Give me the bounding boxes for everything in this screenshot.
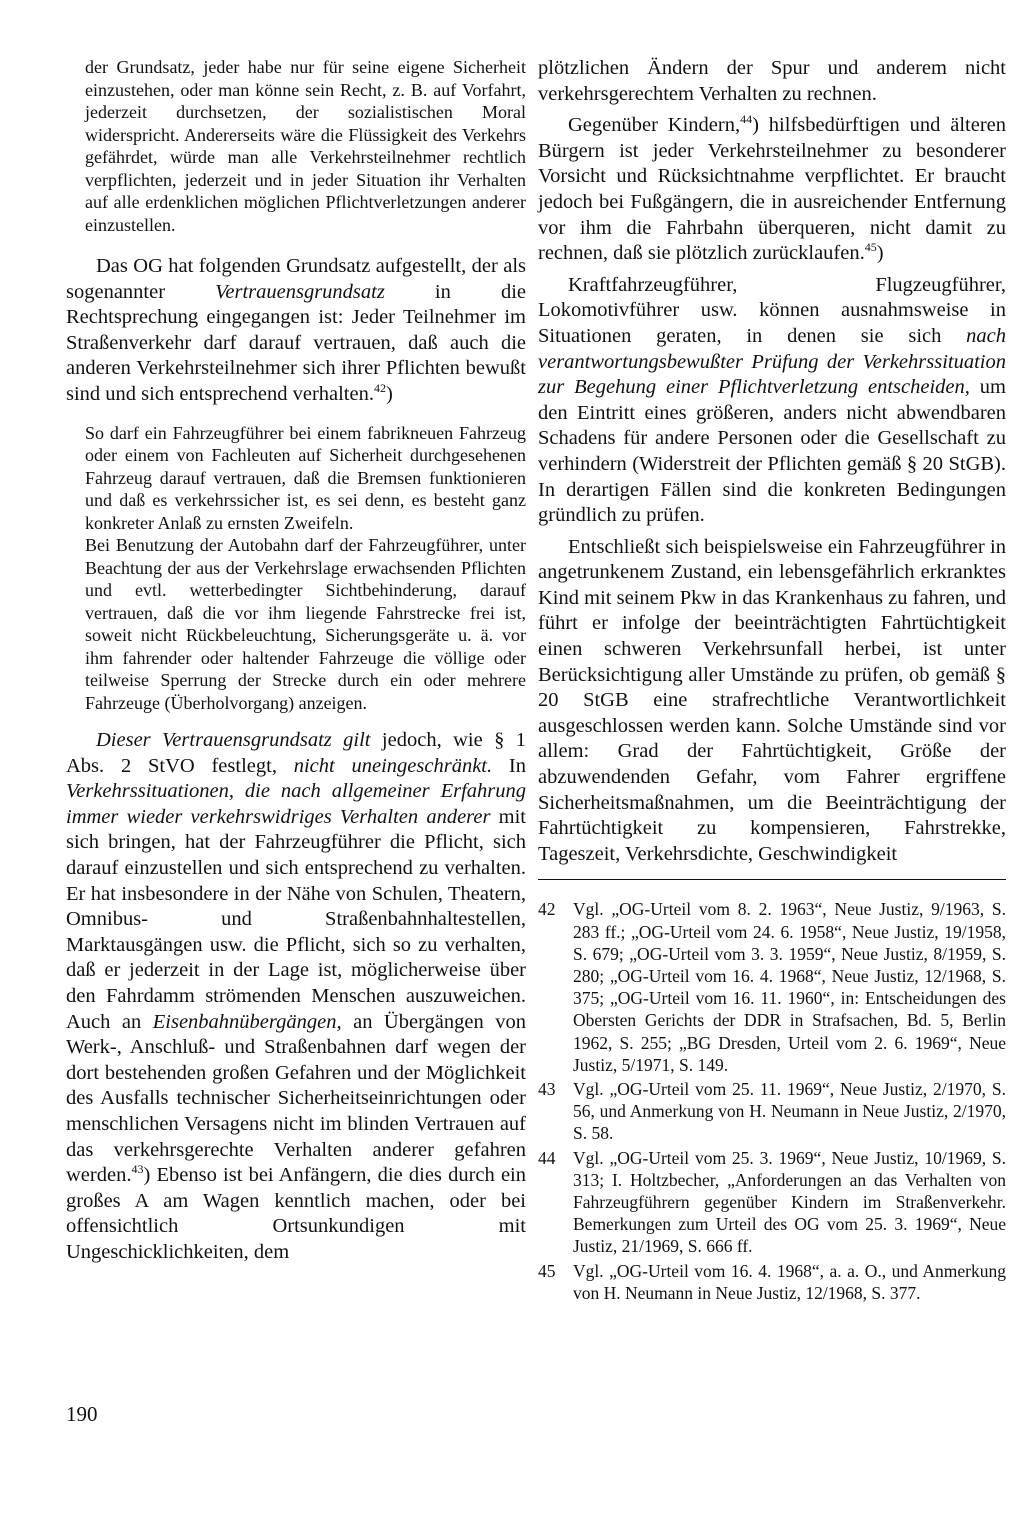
page-number: 190 <box>66 1402 98 1426</box>
paragraph-conflict-of-duties <box>538 273 1006 529</box>
left-column <box>66 56 526 1266</box>
paragraph-moral-principle: der Grundsatz, jeder habe nur für seine eigene Sicherheit einzustehen, oder man könne sein Recht, z. B. auf Vorfahrt, jederzeit durchsetzen, der sozialistischen Moral widerspricht. Andererseits wäre die Flüssigkeit des Verkehrs gefährdet, würde man alle Verkehrsteilnehmer rechtlich verpflichten, jederzeit und in jeder Situation ihr Verhalten auf alle erdenklichen möglichen Pflichtverletzungen anderer einzustellen. <box>85 57 526 235</box>
text-run: ) hilfsbedürftigen und älteren Bürgern ist jeder Verkehrsteilnehmer zu besonderer Vorsicht und Rücksichtnahme verpflichtet. Er braucht jedoch bei Fußgängern, die in ausreichender Entfernung vor ihm die Fahrbahn überqueren, nicht damit zu rechnen, daß sie plötzlich zurücklaufen. <box>538 114 1007 265</box>
footnote-divider <box>538 879 1006 880</box>
footnote-45 <box>538 1260 1006 1304</box>
text-run: mit sich bringen, hat der Fahrzeugführer die Pflicht, sich darauf einzustellen und sich entsprechend zu verhalten. Er hat insbesondere in der Nähe von Schulen, Theatern, Omnibus- und Straßenbahnhaltestellen, Marktausgängen usw. die Pflicht, sich so zu verhalten, daß er jederzeit in der Lage ist, möglicherweise über den Fahrdamm strömenden Menschen auszuweichen. Auch an <box>66 805 526 1033</box>
footnote-42 <box>538 898 1006 1076</box>
footnote-number: 44 <box>538 1147 556 1168</box>
paragraph-restrictions <box>66 728 526 1265</box>
footnote-text: Vgl. „OG-Urteil vom 8. 2. 1963“, Neue Justiz, 9/1963, S. 283 ff.; „OG-Urteil vom 24. 6. 1958“, Neue Justiz, 19/1958, S. 679; „OG-Urteil vom 3. 3. 1959“, Neue Justiz, 8/1959, S. 280; „OG-Urteil vom 16. 4. 1968“, Neue Justiz, 12/1968, S. 375; „OG-Urteil vom 16. 11. 1960“, in: Entscheidungen des Obersten Gerichts der DDR in Strafsachen, Bd. 5, Berlin 1962, S. 255; „BG Dresden, Urteil vom 2. 6. 1969“, Neue Justiz, 5/1971, S. 149. <box>573 899 1006 1075</box>
paragraph-continuation: plötzlichen Ändern der Spur und anderem nicht verkehrsgerechtem Verhalten zu rechnen. <box>538 57 1006 105</box>
text-run: jedoch, wie § 1 Abs. 2 StVO festlegt, <box>66 729 526 777</box>
paragraph-children <box>538 113 1006 267</box>
footnote-ref-44: 44 <box>740 112 753 127</box>
paragraph-trust-principle <box>66 254 526 408</box>
footnote-number: 43 <box>538 1079 556 1100</box>
text-run: in die Rechtsprechung eingegangen ist: Jeder Teilnehmer im Straßenverkehr darf darauf vertrauen, daß auch die anderen Verkehrsteilnehmer sich ihrer Pflichten bewußt sind und sich entsprechend verhalten. <box>66 280 526 405</box>
text-run: ) <box>876 242 884 265</box>
footnote-number: 45 <box>538 1260 556 1281</box>
footnote-number: 42 <box>538 899 556 920</box>
text-run: Das OG hat folgenden Grundsatz aufgestellt, der als sogenannter <box>66 255 526 303</box>
footnote-43 <box>538 1078 1006 1145</box>
emphasis-text: nicht uneingeschränkt. <box>293 754 493 777</box>
footnote-44 <box>538 1147 1006 1258</box>
paragraph-drunk-driver-example: Entschließt sich beispielsweise ein Fahrzeugführer in angetrunkenem Zustand, ein lebensgefährlich erkranktes Kind mit seinem Pkw in das Krankenhaus zu fahren, und führt er infolge der beeinträchtigten Fahrtüchtigkeit einen schweren Verkehrsunfall herbei, ist unter Berücksichtigung aller Umstände zu prüfen, ob gemäß § 20 StGB eine strafrechtliche Verantwortlichkeit ausgeschlossen werden kann. Solche Umstände sind vor allem: Grad der Fahrtüchtigkeit, Größe der abzuwendenden Gefahr, vom Fahrer ergriffene Sicherheitsmaßnahmen, um die Beeinträchtigung der Fahrtüchtigkeit zu kompensieren, Fahrstrekke, Tageszeit, Verkehrsdichte, Geschwindigkeit <box>538 535 1006 865</box>
text-run: ) <box>385 382 393 405</box>
text-run: an Übergängen von Werk-, Anschluß- und Straßenbahnen darf wegen der dort bestehenden großen Gefahren und der Möglichkeit des Ausfalls technischer Sicherheitseinrichtungen oder menschlichen Versagens nicht im blinden Vertrauen auf das verkehrsgerechte Verhalten anderer gefahren werden. <box>66 1010 526 1187</box>
footnotes <box>538 898 1006 1304</box>
footnote-text: Vgl. „OG-Urteil vom 25. 11. 1969“, Neue Justiz, 2/1970, S. 56, und Anmerkung von H. Neumann in Neue Justiz, 2/1970, S. 58. <box>573 1079 1006 1144</box>
text-run: ) Ebenso ist bei Anfängern, die dies durch ein großes A am Wagen kenntlich machen, oder bei offensichtlich Ortsunkundigen mit Ungeschicklichkeiten, dem <box>66 1164 526 1263</box>
emphasis-text: Verkehrssituationen, die nach allgemeiner Erfahrung immer wieder verkehrswidriges Verhalten anderer <box>66 780 526 828</box>
right-column <box>538 56 1006 1306</box>
paragraph-vehicle-example: So darf ein Fahrzeugführer bei einem fabrikneuen Fahrzeug oder einem von Fachleuten auf Sicherheit durchgesehenen Fahrzeug darauf vertrauen, daß die Bremsen funktionieren und daß es verkehrssicher ist, es sei denn, es besteht ganz konkreter Anlaß zu ernsten Zweifeln. <box>85 422 526 533</box>
footnote-ref-43: 43 <box>131 1162 144 1177</box>
text-run: In <box>492 754 527 777</box>
footnote-text: Vgl. „OG-Urteil vom 25. 3. 1969“, Neue Justiz, 10/1969, S. 313; I. Holtzbecher, „Anforderungen an das Verhalten von Fahrzeugführern gegenüber Kindern im Straßenverkehr. Bemerkungen zum Urteil des OG vom 25. 3. 1969“, Neue Justiz, 21/1969, S. 666 ff. <box>573 1147 1006 1257</box>
emphasis-text: nach verantwortungsbewußter Prüfung der Verkehrssituation zur Begehung einer Pflichtverletzung entscheiden, <box>538 324 1006 399</box>
text-run: Kraftfahrzeugführer, Flugzeugführer, Lokomotivführer usw. können ausnahmsweise in Situationen geraten, in denen sie sich <box>538 273 1006 347</box>
text-run: um den Eintritt eines größeren, anders nicht abwendbaren Schadens für andere Personen oder die Gesellschaft zu verhindern (Widerstreit der Pflichten gemäß § 20 StGB). In derartigen Fällen sind die konkreten Bedingungen gründlich zu prüfen. <box>538 376 1006 527</box>
footnote-text: Vgl. „OG-Urteil vom 16. 4. 1968“, a. a. O., und Anmerkung von H. Neumann in Neue Justiz, 12/1968, S. 377. <box>573 1260 1006 1303</box>
emphasis-text: Eisenbahnübergängen, <box>152 1010 342 1033</box>
paragraph-autobahn-example: Bei Benutzung der Autobahn darf der Fahrzeugführer, unter Beachtung der aus der Verkehrslage erwachsenden Pflichten und evtl. wetterbedingter Sichtbehinderung, darauf vertrauen, daß die vor ihm liegende Fahrstrecke frei ist, soweit nicht Rückbeleuchtung, Sicherungsgeräte u. ä. vor ihm fahrender oder haltender Fahrzeuge die völlige oder teilweise Sperrung der Strecke durch ein oder mehrere Fahrzeuge (Überholvorgang) anzeigen. <box>85 535 526 713</box>
emphasis-text: Dieser Vertrauensgrundsatz gilt <box>96 729 371 752</box>
footnote-ref-42: 42 <box>373 381 386 396</box>
footnote-ref-45: 45 <box>864 240 877 255</box>
emphasis-text: Vertrauensgrundsatz <box>215 280 385 303</box>
text-run: Gegenüber Kindern, <box>568 114 741 137</box>
